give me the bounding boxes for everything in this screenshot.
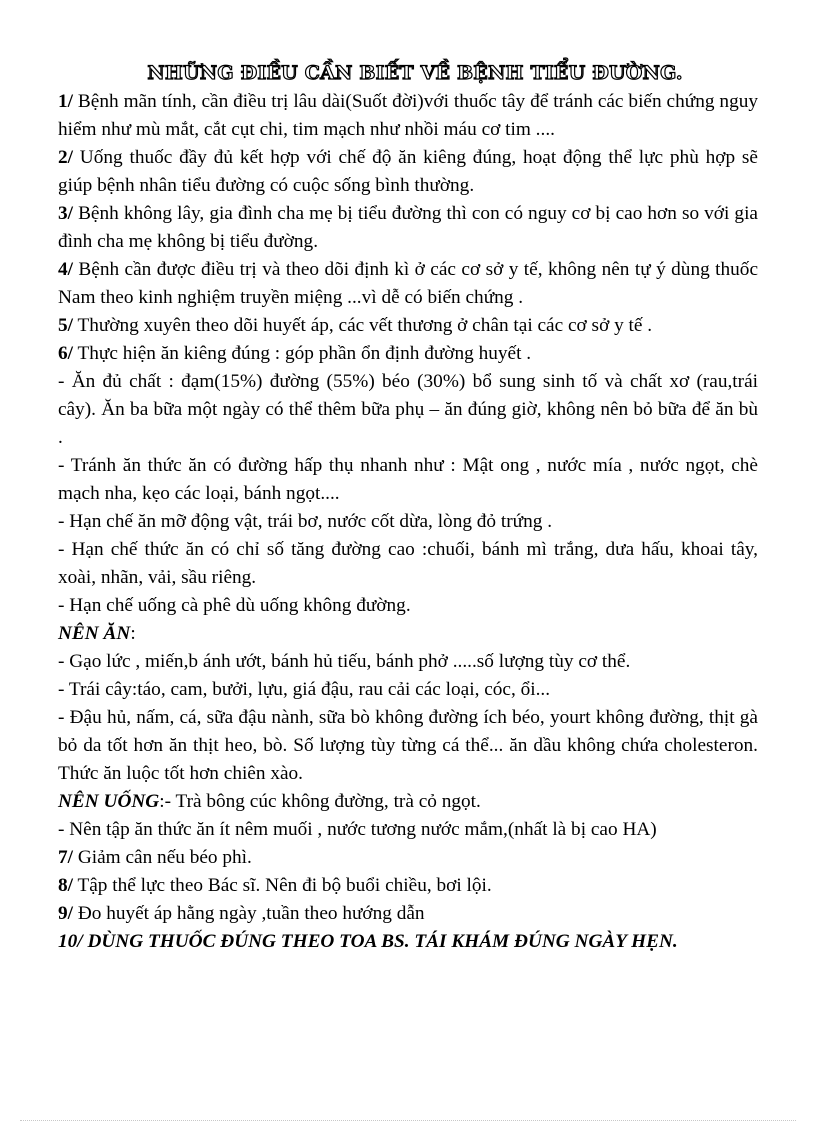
nen-an-line: - Gạo lức , miến,b ánh ướt, bánh hủ tiếu, bánh phở .....số lượng tùy cơ thể.: [58, 651, 631, 672]
item-number: 3/: [58, 203, 73, 224]
document-body: [58, 88, 758, 956]
nen-an-heading: NÊN ĂN: [58, 623, 131, 644]
list-item-7: [58, 844, 758, 872]
page-title: NHỮNG ĐIỀU CẦN BIẾT VỀ BỆNH TIỂU ĐƯỜNG.: [147, 62, 683, 84]
nen-uong-heading: NÊN UỐNG: [58, 791, 160, 812]
list-item-2: [58, 144, 758, 200]
nen-uong-line: [58, 788, 758, 816]
item-number: 5/: [58, 315, 73, 336]
nen-an-line: - Trái cây:táo, cam, bưởi, lựu, giá đậu, rau cải các loại, cóc, ổi...: [58, 679, 551, 700]
item-text: Uống thuốc đầy đủ kết hợp với chế độ ăn kiêng đúng, hoạt động thể lực phù hợp sẽ giúp bệnh nhân tiểu đường có cuộc sống bình thường.: [58, 147, 758, 196]
list-item-4: [58, 256, 758, 312]
item-text: Thực hiện ăn kiêng đúng : góp phần ổn định đường huyết .: [73, 343, 532, 364]
item-number: 1/: [58, 91, 73, 112]
item-text: Thường xuyên theo dõi huyết áp, các vết thương ở chân tại các cơ sở y tế .: [73, 315, 653, 336]
nen-an-colon: :: [130, 623, 136, 644]
item-number: 4/: [58, 259, 73, 280]
list-item-5: [58, 312, 758, 340]
diet-rule: - Tránh ăn thức ăn có đường hấp thụ nhanh như : Mật ong , nước mía , nước ngọt, chè mạch nha, kẹo các loại, bánh ngọt....: [58, 455, 758, 504]
document-page: [58, 58, 758, 956]
salt-rule: - Nên tập ăn thức ăn ít nêm muối , nước tương nước mắm,(nhất là bị cao HA): [58, 819, 657, 840]
list-item-9: [58, 900, 758, 928]
list-item-1: [58, 88, 758, 144]
list-item-6: [58, 340, 758, 368]
diet-rule: - Hạn chế uống cà phê dù uống không đường.: [58, 595, 411, 616]
list-item-3: [58, 200, 758, 256]
item-number: 6/: [58, 343, 73, 364]
nen-an-line: - Đậu hủ, nấm, cá, sữa đậu nành, sữa bò không đường ích béo, yourt không đường, thịt gà bỏ da tốt hơn ăn thịt heo, bò. Số lượng tùy từng cá thể... ăn dầu không chứa cholesteron. Thức ăn luộc tốt hơn chiên xào.: [58, 707, 758, 784]
item-number: 8/: [58, 875, 73, 896]
diet-rule: - Hạn chế thức ăn có chỉ số tăng đường cao :chuối, bánh mì trắng, dưa hấu, khoai tây, xoài, nhãn, vải, sầu riêng.: [58, 539, 758, 588]
final-item: 10/ DÙNG THUỐC ĐÚNG THEO TOA BS. TÁI KHÁM ĐÚNG NGÀY HẸN.: [58, 931, 678, 952]
diet-rule: - Hạn chế ăn mỡ động vật, trái bơ, nước cốt dừa, lòng đỏ trứng .: [58, 511, 553, 532]
list-item-8: [58, 872, 758, 900]
diet-rule: - Ăn đủ chất : đạm(15%) đường (55%) béo (30%) bổ sung sinh tố và chất xơ (rau,trái cây). Ăn ba bữa một ngày có thể thêm bữa phụ – ăn đúng giờ, không nên bỏ bữa để ăn bù .: [58, 371, 758, 448]
item-text: Bệnh mãn tính, cần điều trị lâu dài(Suốt đời)với thuốc tây để tránh các biến chứng nguy hiểm như mù mắt, cắt cụt chi, tim mạch như nhồi máu cơ tim ....: [58, 91, 758, 140]
item-number: 2/: [58, 147, 73, 168]
page-bottom-divider: [20, 1120, 796, 1121]
item-number: 9/: [58, 903, 73, 924]
item-text: Tập thể lực theo Bác sĩ. Nên đi bộ buổi chiều, bơi lội.: [73, 875, 492, 896]
item-text: Bệnh cần được điều trị và theo dõi định kì ở các cơ sở y tế, không nên tự ý dùng thuốc Nam theo kinh nghiệm truyền miệng ...vì dễ có biến chứng .: [58, 259, 758, 308]
nen-uong-text: :- Trà bông cúc không đường, trà cỏ ngọt.: [159, 791, 481, 812]
nen-an-heading-line: [58, 620, 758, 648]
item-number: 7/: [58, 847, 73, 868]
item-text: Bệnh không lây, gia đình cha mẹ bị tiểu đường thì con có nguy cơ bị cao hơn so với gia đình cha mẹ không bị tiểu đường.: [58, 203, 758, 252]
item-text: Giảm cân nếu béo phì.: [73, 847, 252, 868]
item-text: Đo huyết áp hằng ngày ,tuần theo hướng dẫn: [73, 903, 425, 924]
